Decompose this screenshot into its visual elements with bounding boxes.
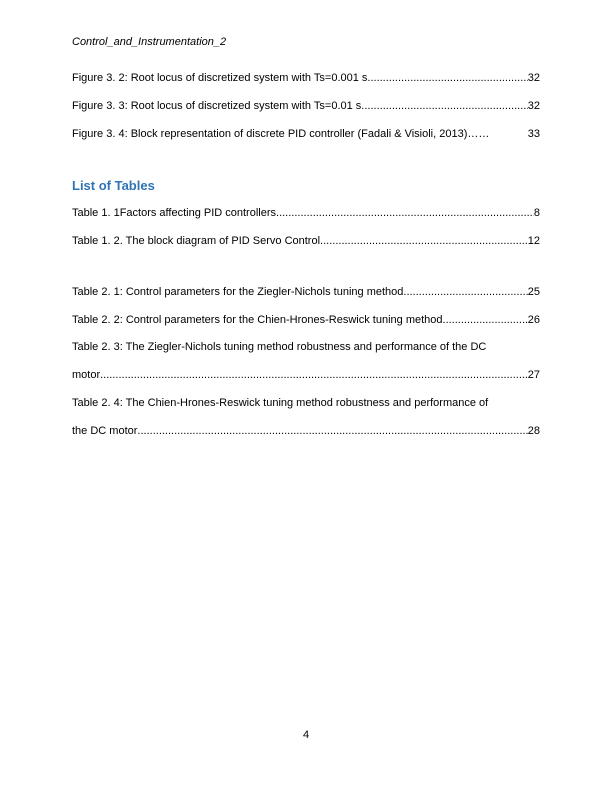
table-entry-2-1[interactable]: [72, 286, 540, 299]
entry-page-number: 12: [527, 235, 540, 247]
figure-entry-3-3[interactable]: [72, 100, 540, 113]
entry-label: Figure 3. 2: Root locus of discretized system with Ts=0.001 s: [72, 72, 368, 84]
figure-entry-3-2[interactable]: [72, 72, 540, 85]
entry-label: Table 1. 2. The block diagram of PID Servo Control: [72, 235, 321, 247]
running-header: Control_and_Instrumentation_2: [72, 36, 227, 48]
table-entry-1-1[interactable]: [72, 207, 540, 220]
table-entry-2-2[interactable]: [72, 314, 540, 327]
entry-page-number: 33: [527, 128, 540, 140]
entry-page-number: 25: [527, 286, 540, 298]
table-entry-1-2[interactable]: [72, 235, 540, 248]
table-entry-2-3-line1[interactable]: Table 2. 3: The Ziegler-Nichols tuning method robustness and performance of the DC: [72, 341, 487, 353]
table-entry-2-4[interactable]: [72, 425, 540, 438]
entry-label: Table 2. 2: Control parameters for the Chien-Hrones-Reswick tuning method: [72, 314, 443, 326]
entry-label: motor: [72, 369, 101, 381]
dot-leader: [100, 369, 528, 382]
figure-entry-3-4[interactable]: [72, 128, 540, 141]
entry-label: the DC motor: [72, 425, 138, 437]
dot-leader: [276, 207, 534, 220]
entry-page-number: 8: [533, 207, 540, 219]
table-entry-2-3[interactable]: [72, 369, 540, 382]
entry-page-number: 32: [527, 72, 540, 84]
entry-label: Table 1. 1Factors affecting PID controllers: [72, 207, 277, 219]
table-entry-2-4-line1[interactable]: Table 2. 4: The Chien-Hrones-Reswick tuning method robustness and performance of: [72, 397, 489, 409]
entry-label: Table 2. 1: Control parameters for the Ziegler-Nichols tuning method: [72, 286, 404, 298]
list-of-tables-heading: List of Tables: [72, 178, 155, 193]
entry-page-number: 32: [527, 100, 540, 112]
dot-leader: [467, 128, 527, 141]
entry-page-number: 28: [527, 425, 540, 437]
dot-leader: [443, 314, 528, 327]
dot-leader: [320, 235, 528, 248]
dot-leader: [403, 286, 527, 299]
entry-label: Figure 3. 3: Root locus of discretized system with Ts=0.01 s: [72, 100, 362, 112]
entry-page-number: 26: [527, 314, 540, 326]
dot-leader: [361, 100, 527, 113]
entry-label: Figure 3. 4: Block representation of discrete PID controller (Fadali & Visioli, 2013): [72, 128, 468, 140]
footer-page-number: 4: [302, 729, 310, 741]
dot-leader: [367, 72, 527, 85]
entry-page-number: 27: [527, 369, 540, 381]
dot-leader: [137, 425, 527, 438]
